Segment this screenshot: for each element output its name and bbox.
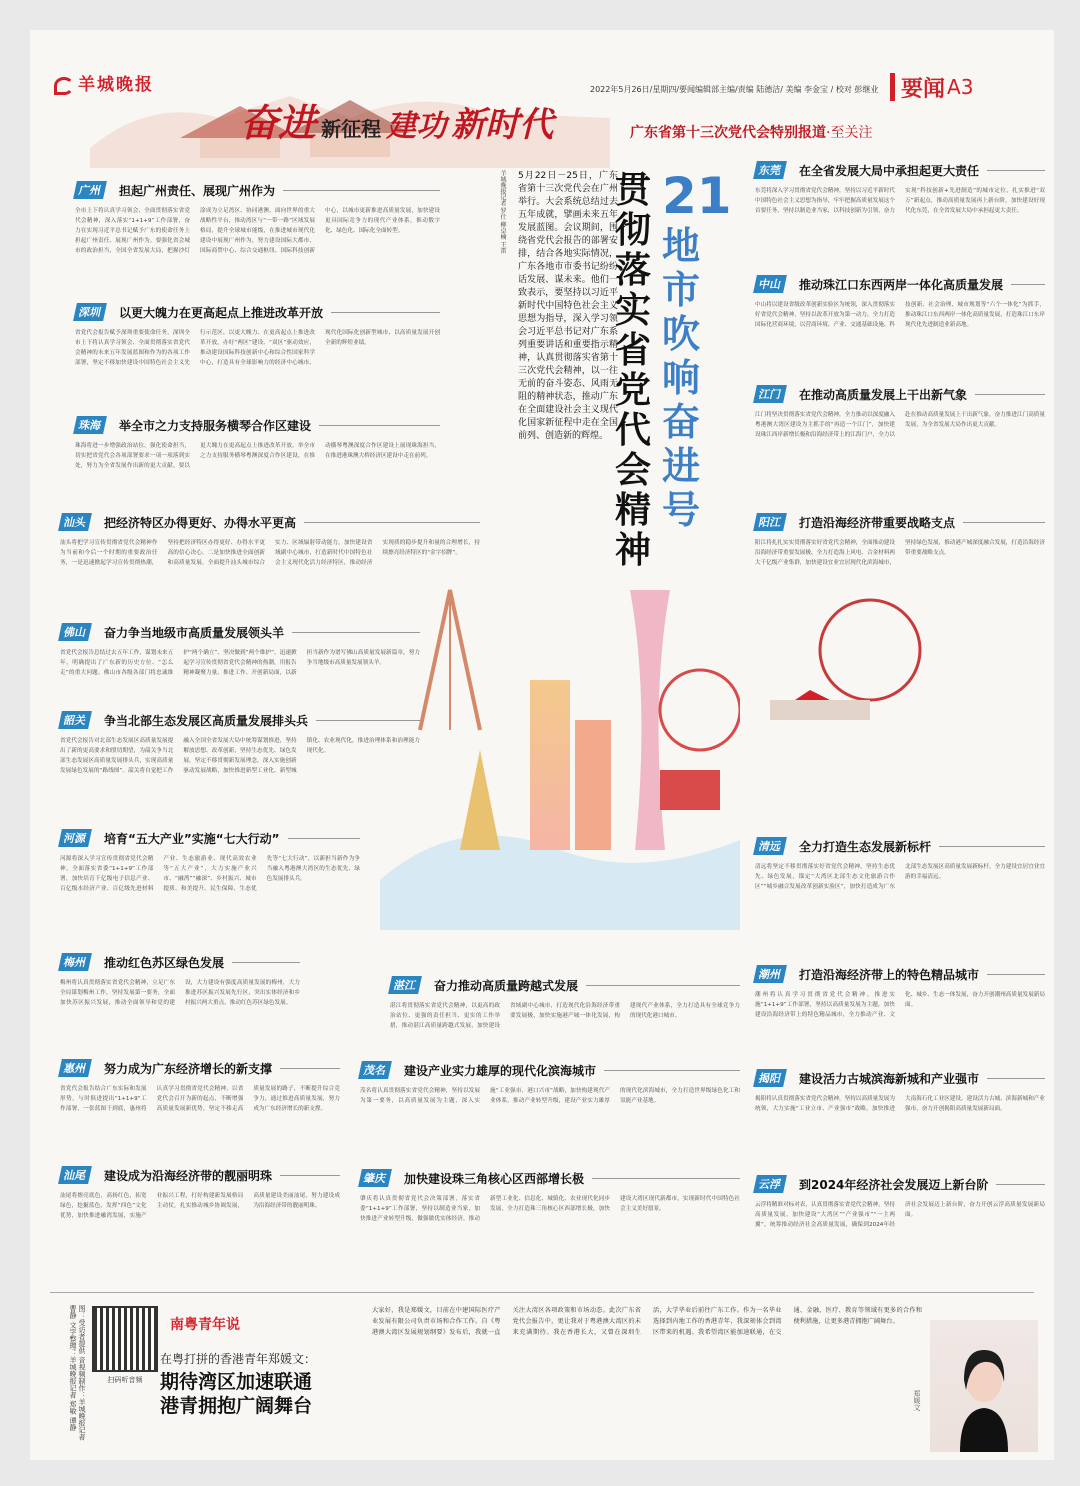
city-tag: 中山 xyxy=(753,275,787,293)
section-zhanjiang xyxy=(390,975,740,1069)
section-yunfu xyxy=(755,1174,1045,1280)
qr-code[interactable] xyxy=(94,1308,156,1370)
city-tag: 清远 xyxy=(753,837,787,855)
section-body: 全市上下将认真学习领会、全面贯彻落实省党代会精神，深入落实“1+1+9”工作部署，奋力在实现习近平总书记赋予广东的使命任务上担起广州责任、展现广州作为。要强化省会城市的政治担当，全国全省发展大局，把握沙灯涂成为立足湾区、协同港澳、面向世界的重大战略性平台，推动湾区与“一带一路”区域发展格局，提升全球城市能级，在推进城市现代化建设中展现广州作为，努力建设国际大都市、国际商贸中心、综合交通枢纽、国际科技创新中心，以城市更新推进高质量发展，加快建设更具国际竞争力的现代产业体系，推动数字化、绿色化、国际化全面转型。 xyxy=(75,208,440,254)
section-dongguan xyxy=(755,160,1045,274)
qr-label: 扫码听音频 xyxy=(107,1376,143,1384)
logo-icon xyxy=(54,77,74,95)
section-body: 省党代会报告结合广东实际和发展形势，与时俱进提出“1+1+9”工作部署，一张蓝图干到底，惠州将认真学习贯彻省党代会精神，以省党代会召开为新的起点，不断增强高质量发展新优势，坚定不移走高质量发展的路子，不断提升综合竞争力，通过推进高质量发展，努力成为广东经济增长的新支撑。 xyxy=(60,1086,340,1112)
section-title: 在推动高质量发展上干出新气象 xyxy=(799,387,968,402)
city-tag: 珠海 xyxy=(73,416,107,434)
section-body: 汕尾将擦亮底色，高扬红色，拓宽绿色，挖掘蓝色，发挥“四色”文化优势，加快推进融湾发展，实施产业振兴工程，打好构建新发展格局主动仗，扎实推动城乡协调发展，高质量建设美丽汕尾，努力建设成为沿海经济带的靓丽明珠。 xyxy=(60,1193,340,1219)
city-tag: 汕尾 xyxy=(58,1166,92,1184)
section-title: 建设成为沿海经济带的靓丽明珠 xyxy=(104,1168,273,1183)
section-title: 加快建设珠三角核心区西部增长极 xyxy=(404,1171,585,1186)
city-tag: 广州 xyxy=(73,181,107,199)
portrait-illustration xyxy=(930,1320,1038,1452)
section-body: 揭阳将认真贯彻落实省党代会精神，坚持以高质量发展为统领，大力实施“工业立市、产业强市”战略，加快推进大南海石化工业区建设，建设活力古城、滨海新城和产业强市，奋力开创揭阳高质量发展新局面。 xyxy=(755,1096,1045,1112)
section-body: 省党代会报告对北部生态发展区高质量发展提出了新的更高要求和殷切期望，为韶关争当北部生态发展区高质量发展排头兵，实现高质量发展绿色发展的“路线图”。韶关将自觉把工作融入全国全省发展大局中统筹谋划推进，坚持解放思想、改革创新，坚持生态优先、绿色发展，坚定不移贯彻新发展理念，深入实施创新驱动发展战略，加快推进新型工业化、新型城镇化、农业现代化，推进治理体系和治理能力现代化。 xyxy=(60,738,420,774)
city-tag: 江门 xyxy=(753,385,787,403)
section-huizhou xyxy=(60,1058,340,1152)
column-brand: 南粤青年说 xyxy=(170,1317,240,1333)
section-title: 争当北部生态发展区高质量发展排头兵 xyxy=(104,713,309,728)
section-body: 东莞将深入学习贯彻省党代会精神，坚持以习近平新时代中国特色社会主义思想为指导，牢牢把握高质量发展这个首要任务，坚持以制造业当家，以科技创新为引领，奋力实现“科技创新+先进制造”的城市定位，扎实推进“双万”新起点，推动高质量发展再上新台阶，加快建设好现代化东莞，在全省发展大局中承担起更大责任。 xyxy=(755,188,1045,214)
section-body: 江门将坚决贯彻落实省党代会精神，全力推动以深度融入粤港澳大湾区建设为主抓手的“再造一个江门”，加快建设珠江西岸新增长极和沿海经济带上的江海门户，全力以赴在推动高质量发展上干出新气象，奋力推进江门高质量发展，为全省发展大局作出更大贡献。 xyxy=(755,412,1045,438)
city-tag: 深圳 xyxy=(73,303,107,321)
section-body: 河源将深入学习宣传贯彻省党代会精神，全面落实省委“1+1+9”工作部署，加快培育千亿级电子信息产业、百亿级水经济产业、百亿级先进材料产业、生态旅游业、现代高效农业等“五大产业”，大力实施产业兴市、“融湾”“融深”、乡村振兴、城市提质、和美提升、民生保障、生态优先等“七大行动”，以新担当新作为争当融入粤港澳大湾区的生态优先、绿色发展排头兵。 xyxy=(60,856,360,892)
page-number: A3 xyxy=(947,75,974,99)
masthead-logo: 羊城晚报 xyxy=(54,70,154,95)
section-yangjiang xyxy=(755,512,1045,606)
section-title: 打造沿海经济带上的特色精品城市 xyxy=(799,967,980,982)
newspaper-page xyxy=(30,30,1054,1460)
section-body: 潮州将认真学习贯彻省党代会精神，推进实施“1+1+9”工作部署，坚持以高质量发展为主题，加快建设沿海经济带上的特色精品城市，全力推动产业、文化、城乡、生态一体发展，奋力开创潮州高质量发展新局面。 xyxy=(755,992,1045,1018)
city-tag: 河源 xyxy=(58,829,92,847)
headline-line1: 21 地市吹响奋进号 xyxy=(662,167,732,532)
section-meizhou xyxy=(60,952,300,1056)
section-jiangmen xyxy=(755,384,1045,498)
city-tag: 韶关 xyxy=(58,711,92,729)
section-jieyang xyxy=(755,1068,1045,1162)
section-body: 茂名将认真贯彻落实省党代会精神，坚持以发展为第一要务，以高质量发展为主题，深入实施“工业强市、港口兴市”战略，加快构建现代产业体系，推动产业转型升级，建设产业实力雄厚的现代化滨海城市，全力打造世界级绿色化工和氢能产业基地。 xyxy=(360,1088,740,1104)
date-line: 2022年5月26日/星期四/要闻编辑部主编/责编 陆德洁/ 美编 李金宝 / 校对 彭继业 xyxy=(590,85,879,94)
banner-slogan: 奋进 新征程 建功 新时代 xyxy=(240,100,554,145)
section-heyuan xyxy=(60,828,360,942)
section-title: 培育“五大产业”实施“七大行动” xyxy=(104,831,280,846)
section-body: 阳江将扎扎实实贯彻落实好省党代会精神，全面推动建设沿海经济带重要发展极，全力打造海上风电、合金材料两大千亿级产业集群，加快建设宜业宜居现代化滨海城市，坚持绿色发展，推动港产城深度融合发展，打造沿海经济带重要战略支点。 xyxy=(755,540,1045,566)
section-shantou xyxy=(60,512,480,616)
section-title: 举全市之力支持服务横琴合作区建设 xyxy=(119,418,312,433)
city-tag: 揭阳 xyxy=(753,1069,787,1087)
column-subtitle: 在粤打拼的香港青年郑媛文： xyxy=(160,1352,317,1366)
city-tag: 肇庆 xyxy=(358,1169,392,1187)
section-title: 全力打造生态发展新标杆 xyxy=(799,839,932,854)
section-body: 云浮将精准对标对表，认真贯彻落实省党代会精神，坚持高质量发展，加快建设“大湾区”“产业强市”“一主两翼”，统筹推动经济社会高质量发展，确保到2024年经济社会发展迈上新台阶，奋力开创云浮高质量发展新局面。 xyxy=(755,1202,1045,1228)
section-body: 湛江将贯彻落实省党代会精神，以更高的政治站位、更强的责任担当、更实的工作举措，推动湛江高质量跨越式发展，加快建设省域副中心城市，打造现代化沿海经济带重要发展极，加快实施港产城一体化发展，构建现代产业体系，全力打造具有全球竞争力的现代化港口城市。 xyxy=(390,1003,740,1029)
portrait-photo xyxy=(930,1320,1038,1452)
section-shaoguan xyxy=(60,710,420,824)
section-title: 把经济特区办得更好、办得水平更高 xyxy=(104,515,297,530)
column-headline: 期待湾区加速联通 港青拥抱广阔舞台 xyxy=(160,1371,313,1417)
city-tag: 佛山 xyxy=(58,623,92,641)
section-zhongshan xyxy=(755,274,1045,368)
headline-line2: 贯彻落实省党代会精神 xyxy=(615,169,652,571)
ferris-wheel-illustration xyxy=(750,590,930,730)
lead-paragraph: 5月22日－25日，广东省第十三次党代会在广州举行。大会系统总结过去五年成就，擘画未来五年发展蓝图。会议期间，围绕省党代会报告的部署安排，结合各地实际情况，广东各地市市委书记纷纷话发展、谋未来。他们一致表示，要坚持以习近平新时代中国特色社会主义思想为指导，深入学习领会习近平总书记对广东系列重要讲话和重要指示精神，认真贯彻落实省第十三次党代会精神，以一往无前的奋斗姿态、风雨无阻的精神状态，推动广东在全面建设社会主义现代化国家新征程中走在全国前列、创造新的辉煌。 xyxy=(518,171,618,441)
section-name: 要闻 xyxy=(901,75,946,102)
city-tag: 阳江 xyxy=(753,513,787,531)
section-body: 中山将以建设省级改革创新实验区为统领，深入贯彻落实好省党代会精神，坚持以改革开放为第一动力，全力打造国际化营商环境，以营商环境、产业、交通基础设施、科技创新、社会治理、城市规划等“六个一体化”为抓手，推动珠江口东西两岸一体化高质量发展，打造珠江口东岸现代化先进制造业新高地。 xyxy=(755,302,1045,328)
section-title: 推动珠江口东西两岸一体化高质量发展 xyxy=(799,277,1004,292)
credit-line: 图：受访者提供 音视频制作：羊城晚报记者 曹静 文字整理：羊城晚报记者 郑敏 谭静 xyxy=(69,1305,86,1441)
banner-subtitle: 广东省第十三次党代会特别报道·至关注 xyxy=(630,125,873,141)
section-qingyuan xyxy=(755,836,1045,940)
section-label xyxy=(890,72,1020,102)
section-body: 梅州将认真贯彻落实省党代会精神，立足广东全局谋划梅州工作，坚持发展第一要务，全面加快苏区振兴发展，推动全面领导和党的建设，大力建设有强度高质量发展的梅州，大力推进苏区振兴发展先行区，突出实体经济和乡村振兴两大重点，推动红色苏区绿色发展。 xyxy=(60,980,300,1006)
section-maoming xyxy=(360,1060,740,1164)
section-title: 奋力推动高质量跨越式发展 xyxy=(434,978,579,993)
section-guangzhou xyxy=(75,180,440,294)
section-title: 以更大魄力在更高起点上推进改革开放 xyxy=(119,305,324,320)
city-tag: 汕头 xyxy=(58,513,92,531)
section-zhuhai xyxy=(75,415,440,499)
divider xyxy=(50,1292,1034,1293)
column-article: 大家好，我是郑媛文，目前在中建国际医疗产业发展有限公司负责市场和合作工作。自《粤港澳大湾区发展规划纲要》发布后，我就一直关注大湾区各项政策和市场动态。此次广东省党代会报告中，更让我对于粤港澳大湾区的未来充满期待。我在香港长大，又曾在深圳生活，大学毕业后前往广东工作。作为一名毕业选择到内地工作的香港青年，我深刻体会到湾区带来的机遇。我希望湾区能加速联通，在交通、金融、医疗、教育等领域有更多的合作和便利措施，让更多港青拥抱广阔舞台。 xyxy=(372,1307,922,1336)
section-foshan xyxy=(60,622,420,706)
section-body: 清远将坚定不移贯彻落实好省党代会精神，坚持生态优先、绿色发展，锚定“大湾区北部生态文化旅游合作区”“城乡融合发展改革创新实验区”，加快打造成为广东北部生态发展区高质量发展新标杆，全力建设宜居宜业宜游的幸福清远。 xyxy=(755,864,1045,890)
section-title: 建设活力古城滨海新城和产业强市 xyxy=(799,1071,980,1086)
section-shenzhen xyxy=(75,302,440,406)
section-title: 担起广州责任、展现广州作为 xyxy=(119,183,276,198)
section-title: 推动红色苏区绿色发展 xyxy=(104,955,225,970)
section-title: 努力成为广东经济增长的新支撑 xyxy=(104,1061,273,1076)
section-zhaoqing xyxy=(360,1168,740,1274)
section-title: 在全省发展大局中承担起更大责任 xyxy=(799,163,980,178)
byline: 羊城晚报记者 罗仕 柳卓楠 王雷 xyxy=(499,170,506,254)
city-tag: 惠州 xyxy=(58,1059,92,1077)
section-body: 省党代会报告赋予深圳重要使命任务，深圳全市上下将认真学习领会、全面贯彻落实省党代会精神的未来五年发展蓝图和作为的各项工作部署，坚定不移加快建设中国特色社会主义先行示范区，以更大魄力、在更高起点上推进改革开放，办好“两区”建设、“双区”驱动效应，推动建设国际科技创新中心和综合性国家科学中心，打造具有全球影响力的经济中心城市、现代化国际化创新型城市，以高质量发展开创全新的辉煌业绩。 xyxy=(75,330,440,366)
section-title: 奋力争当地级市高质量发展领头羊 xyxy=(104,625,285,640)
section-chaozhou xyxy=(755,964,1045,1058)
section-title: 到2024年经济社会发展迈上新台阶 xyxy=(799,1177,989,1192)
section-title: 建设产业实力雄厚的现代化滨海城市 xyxy=(404,1063,597,1078)
city-tag: 云浮 xyxy=(753,1175,787,1193)
section-body: 珠海将进一步增强政治站位，强化使命担当，切实把省党代会各项部署要求一项一项落到实处，努力为全省发展作出新的更大贡献。要以更大魄力在更高起点上推进改革开放，举全市之力支持服务横琴粤澳深度合作区建设，在推动横琴粤澳深度合作区建设上展现珠海担当，在推进港珠澳大桥经济区建设中走在前列。 xyxy=(75,443,440,469)
city-tag: 茂名 xyxy=(358,1061,392,1079)
city-tag: 湛江 xyxy=(388,976,422,994)
section-body: 肇庆将认真贯彻省党代会决策部署，落实省委“1+1+9”工作部署，坚持以制造业当家，加快推进产业转型升级，做强做优实体经济，推动新型工业化、信息化、城镇化、农业现代化同步发展，全力打造珠三角核心区西部增长极，加快建设大湾区现代新都市，实现新时代中国特色社会主义美好愿景。 xyxy=(360,1196,740,1222)
city-tag: 梅州 xyxy=(58,953,92,971)
portrait-caption: 郑媛文 xyxy=(913,1390,921,1411)
section-title: 打造沿海经济带重要战略支点 xyxy=(799,515,956,530)
section-shanwei xyxy=(60,1165,340,1271)
city-tag: 东莞 xyxy=(753,161,787,179)
section-body: 省党代会报告总结过去五年工作，谋划未来五年，明确提出了广东新的历史方位、“怎么走”的重大问题。佛山市各级各部门将忠诚维护“两个确立”、坚决做到“两个维护”，迅速掀起学习宣传贯彻省党代会精神的热潮，用报告精神凝聚力量、推进工作、开创新局面，以新担当新作为谱写佛山高质量发展新篇章，努力争当地级市高质量发展领头羊。 xyxy=(60,650,420,676)
section-body: 汕头将把学习宣传贯彻省党代会精神作为当前和今后一个时期的重要政治任务，一是迅速掀起学习宣传贯彻热潮，坚持把经济特区办得更好、办得水平更高的信心决心，二是加快推进全面创新和高质量发展，全面提升汕头城市综合实力、区域辐射带动能力，加快建设省域副中心城市，打造新时代中国特色社会主义现代化活力经济特区，推动经济实现质的稳步提升和量的合理增长，持续擦亮经济特区的“金字招牌”。 xyxy=(60,540,480,566)
city-tag: 潮州 xyxy=(753,965,787,983)
